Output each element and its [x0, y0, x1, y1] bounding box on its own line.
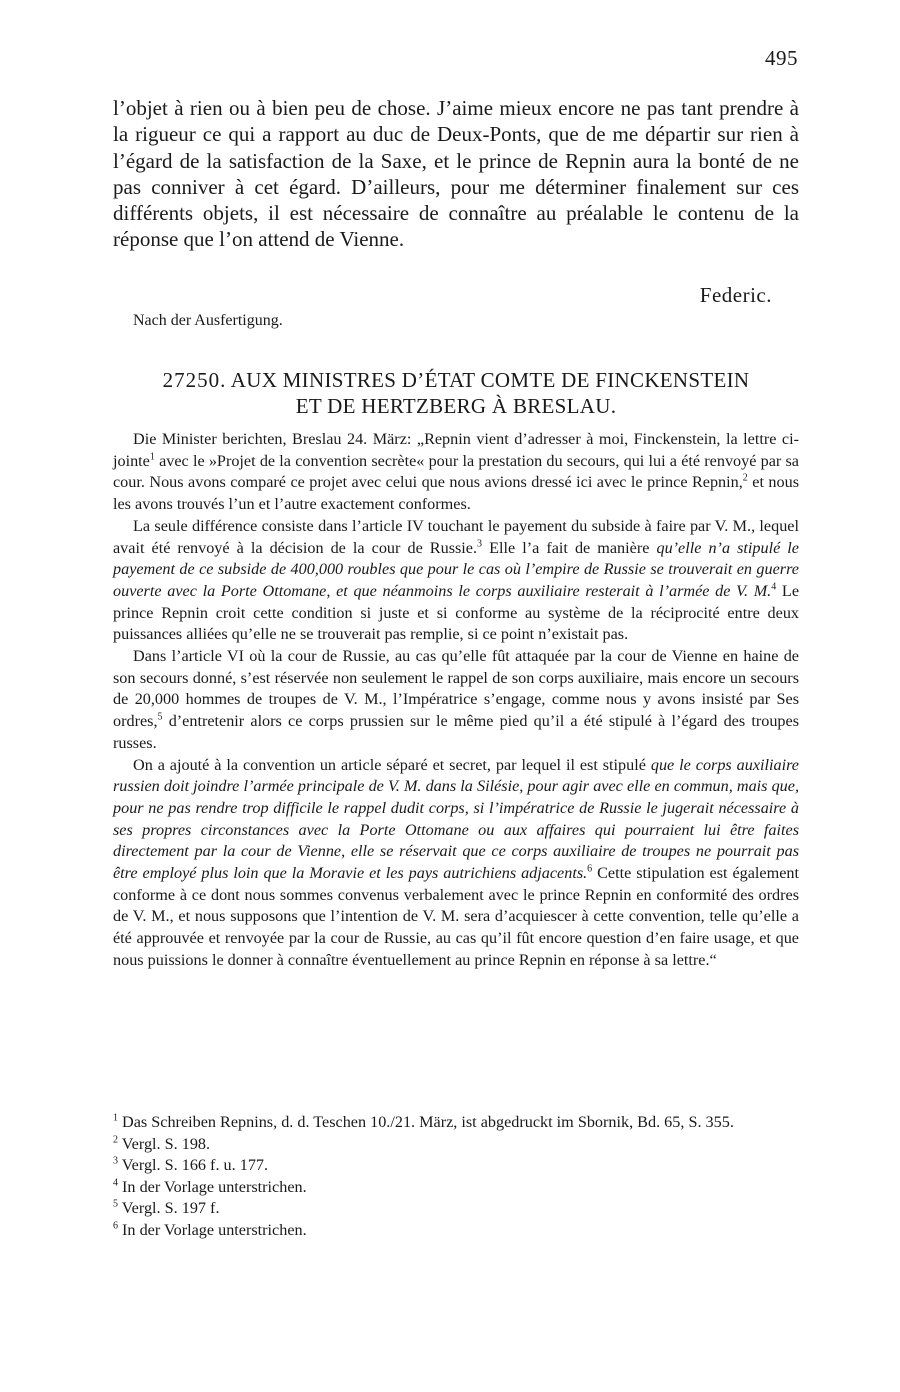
paragraph-text: et nous les avons trouvés l’un et l’autre exactement conformes.: [113, 473, 800, 514]
footnote-mark: 6: [113, 1220, 118, 1232]
paragraph-3: [113, 646, 799, 755]
page-number: 495: [765, 46, 798, 70]
paragraph-text: Dans l’article VI où la cour de Russie, au cas qu’elle fût attaquée par la cour de Vienne en haine de son secours donné, s’est réservée non seulement le rappel de son corps auxiliaire, mais encore un secours de 20,000 hommes de troupes de V. M., l’Impératrice s’engage, comme nous y avons insisté par Ses ordres,: [113, 647, 799, 731]
footnote-text: In der Vorlage unterstrichen.: [122, 1177, 307, 1196]
paragraph-1: [113, 429, 799, 516]
footnote-text: Vergl. S. 197 f.: [121, 1199, 220, 1217]
footnote-mark: 5: [113, 1198, 118, 1210]
paragraph-text: Elle l’a fait de manière: [482, 538, 657, 557]
signature: Federic.: [699, 283, 772, 307]
heading-title-1: AUX MINISTRES D’ÉTAT COMTE DE FINCKENSTEIN: [230, 368, 750, 392]
footnote-ref-2: 2: [742, 473, 748, 485]
paragraph-text: Cette stipulation est également conforme à ce dont nous sommes convenus verbalement avec le prince Repnin en conformité des ordres de V. M., et nous supposons que l’intention de V. M. sera d’acquiescer à cette convention, telle qu’elle a été approuvée et renvoyée par la cour de Russie, au cas qu’il fût encore question d’en faire usage, et que nous puissions le donner à connaître éventuellement au prince Repnin en réponse à sa lettre.“: [113, 864, 799, 969]
paragraph-text: avec le »Projet de la convention secrète« pour la prestation du secours, qui lui a été renvoyé par sa cour. Nous avons comparé ce projet avec celui que nous avions dressé ici avec le prince Repnin,: [113, 451, 799, 492]
footnotes: [113, 1112, 799, 1241]
footnote-2: [113, 1134, 799, 1156]
letter-body: [113, 429, 799, 972]
paragraph-text: Le prince Repnin croit cette condition si juste et si conforme au système de la réciprocité entre deux puissances alliées qu’elle ne se trouverait pas remplie, si ce point n’existait pas.: [113, 581, 799, 644]
continued-paragraph: l’objet à rien ou à bien peu de chose. J’aime mieux encore ne pas tant prendre à la rigueur ce qui a rapport au duc de Deux-Ponts, que de me départir sur rien à l’égard de la satisfaction de la Saxe, et le prince de Repnin aura la bonté de ne pas conniver à cet égard. D’ailleurs, pour me déterminer finalement sur ces différents objets, il est nécessaire de connaître au préalable le contenu de la réponse que l’on attend de Vienne.: [113, 96, 799, 252]
footnote-mark: 2: [113, 1134, 118, 1146]
footnote-text: Vergl. S. 198.: [121, 1134, 211, 1153]
footnote-1: [113, 1112, 799, 1134]
paragraph-4: [113, 755, 799, 972]
footnote-ref-4: 4: [771, 581, 777, 593]
letter-number: 27250.: [162, 368, 227, 392]
letter-heading: [113, 367, 799, 419]
footnote-text: Das Schreiben Repnins, d. d. Teschen 10./21. März, ist abgedruckt im Sbornik, Bd. 65, S. 355.: [122, 1113, 734, 1131]
source-note: Nach der Ausfertigung.: [133, 312, 283, 329]
underlined-passage: qu’elle n’a stipulé le payement de ce subside de 400,000 roubles que pour le cas où l’empire de Russie se trouverait en guerre ouverte avec la Porte Ottomane, et que néanmoins le corps auxiliaire resterait à l’armée de V. M.: [113, 538, 799, 600]
footnote-ref-5: 5: [157, 711, 163, 723]
footnote-mark: 4: [113, 1177, 118, 1189]
footnote-ref-1: 1: [149, 451, 155, 463]
footnote-6: [113, 1220, 799, 1242]
footnote-text: In der Vorlage unterstrichen.: [122, 1220, 307, 1239]
footnote-4: [113, 1177, 799, 1199]
paragraph-text: d’entretenir alors ce corps prussien sur le même pied qu’il a été stipulé à l’égard des troupes russes.: [113, 712, 799, 752]
footnote-mark: 3: [113, 1155, 118, 1167]
paragraph-text: On a ajouté à la convention un article séparé et secret, par lequel il est stipulé: [133, 755, 651, 774]
footnote-mark: 1: [113, 1112, 118, 1124]
footnote-text: Vergl. S. 166 f. u. 177.: [121, 1156, 269, 1174]
footnote-3: [113, 1155, 799, 1177]
heading-line-2: ET DE HERTZBERG À BRESLAU.: [295, 394, 617, 418]
footnote-5: [113, 1198, 799, 1220]
underlined-passage: que le corps auxiliaire russien doit joindre l’armée principale de V. M. dans la Silésie, pour agir avec elle en commun, mais que, pour ne pas rendre trop difficile le rappel dudit corps, si l’impératrice de Russie le jugerait nécessaire à ses propres circonstances avec la Porte Ottomane ou aux affaires qui pourraient lui être faites directement par la cour de Vienne, elle se réservait que ce corps auxiliaire de troupes ne pourrait pas être employé plus loin que la Moravie et les pays autrichiens adjacents.: [113, 755, 799, 883]
paragraph-2: [113, 516, 799, 646]
paragraph-text: Die Minister berichten, Breslau 24. März: „Repnin vient d’adresser à moi, Finckenstein, la lettre ci-jointe: [113, 430, 799, 470]
paragraph-text: La seule différence consiste dans l’article IV touchant le payement du subside à faire par V. M., lequel avait été renvoyé à la décision de la cour de Russie.: [113, 516, 799, 557]
footnote-ref-3: 3: [477, 538, 483, 550]
footnote-ref-6: 6: [587, 863, 593, 875]
heading-line-1: [113, 367, 799, 393]
